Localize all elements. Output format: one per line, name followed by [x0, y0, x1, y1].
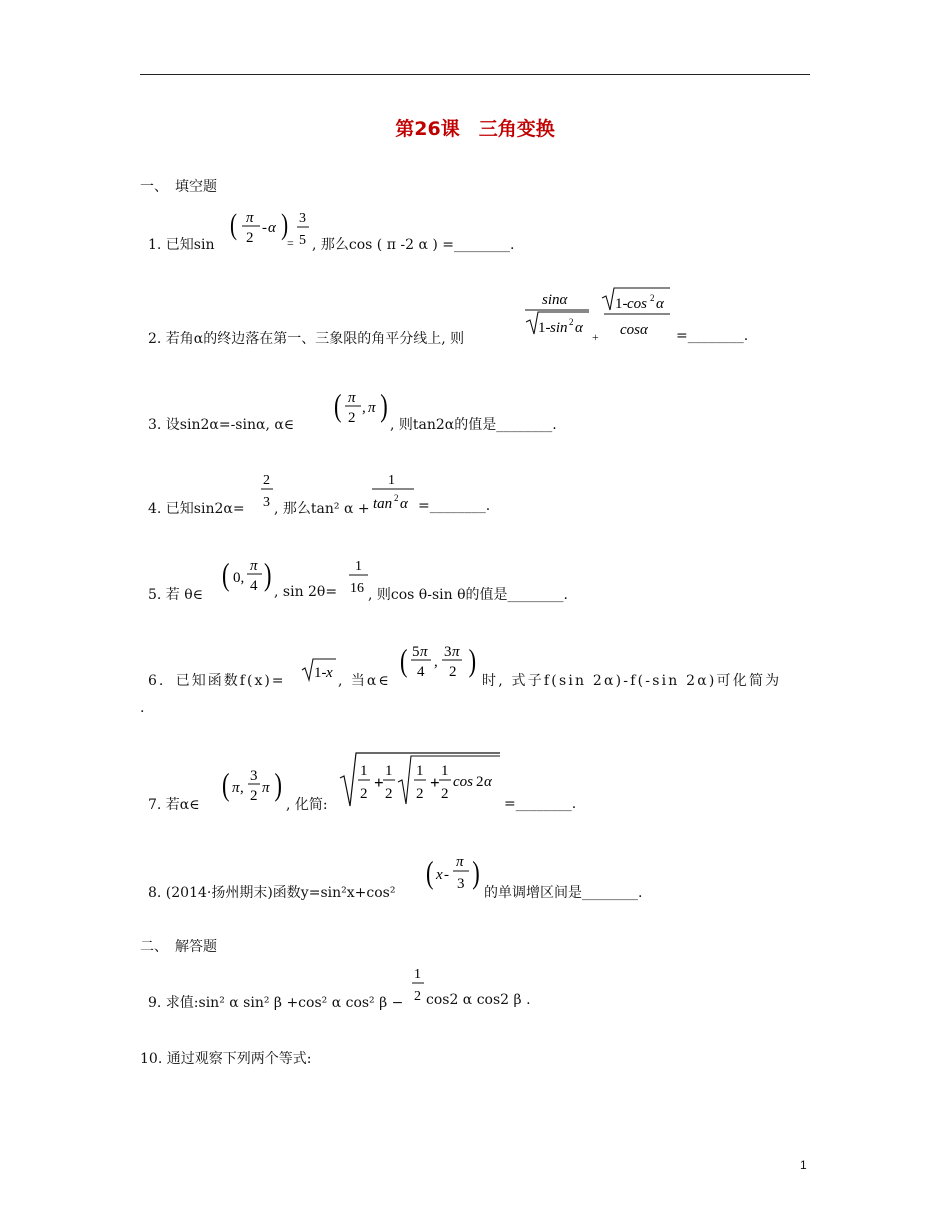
svg-text:3: 3 [250, 768, 258, 784]
q10-text: 10. 通过观察下列两个等式: [140, 1051, 312, 1067]
svg-text:α: α [484, 774, 492, 790]
q4-tail: =________. [418, 498, 491, 514]
svg-text:π: π [456, 854, 464, 870]
svg-text:2: 2 [650, 293, 655, 303]
svg-text:cosα: cosα [620, 322, 648, 338]
svg-text:1-: 1- [314, 665, 327, 681]
q9-tail: cos2 α cos2 β . [426, 992, 531, 1008]
svg-text:4: 4 [417, 664, 425, 680]
svg-text:π: π [452, 644, 460, 660]
svg-text:2: 2 [414, 989, 421, 1004]
q7-text: 7. 若α∈ [148, 797, 200, 813]
svg-text:1: 1 [355, 559, 362, 574]
q1-prefix: 1. 已知sin [148, 237, 215, 253]
q9-fraction-1-2 [410, 962, 426, 1006]
svg-text:(: ( [426, 854, 434, 890]
svg-text:1: 1 [360, 763, 368, 779]
svg-text:2: 2 [246, 230, 254, 246]
q5-mid: , sin 2θ= [274, 584, 338, 600]
svg-text:2: 2 [569, 317, 574, 327]
q5-text: 5. 若 θ∈ [148, 587, 204, 603]
q3-interval [334, 384, 390, 430]
svg-text:π: π [368, 400, 376, 416]
svg-text:3: 3 [263, 495, 270, 510]
page-title: 第26课 三角变换 [395, 118, 555, 140]
svg-text:1: 1 [416, 763, 424, 779]
svg-text:16: 16 [350, 581, 364, 596]
svg-text:cos: cos [627, 296, 647, 312]
page-number: 1 [800, 1158, 807, 1172]
q6-tail: 时, 式子f(sin 2α)-f(-sin 2α)可化简为 [482, 673, 782, 689]
q5-fraction-1-16 [348, 554, 370, 598]
svg-text:α: α [268, 220, 276, 236]
header-rule [140, 74, 810, 75]
q2-fraction-1 [522, 288, 592, 344]
svg-text:(: ( [222, 556, 230, 592]
q7-tail: =________. [504, 796, 577, 812]
svg-text:2: 2 [441, 786, 449, 802]
q5-interval [222, 552, 274, 598]
svg-text:2: 2 [348, 410, 356, 426]
q2-text: 2. 若角α的终边落在第一、三象限的角平分线上, 则 [148, 331, 465, 347]
svg-text:,: , [362, 400, 366, 416]
svg-text:,: , [240, 780, 244, 796]
svg-text:π: π [250, 558, 258, 574]
svg-text:(: ( [400, 642, 408, 678]
svg-text:5: 5 [412, 644, 420, 660]
svg-text:2: 2 [449, 664, 457, 680]
svg-text:π: π [420, 644, 428, 660]
q5-tail: , 则cos θ-sin θ的值是________. [368, 587, 568, 603]
svg-text:2: 2 [476, 774, 484, 790]
q6-end: . [140, 700, 145, 716]
q8-tail: 的单调增区间是________. [484, 885, 643, 901]
section-fill-heading: 一、 填空题 [140, 179, 217, 195]
svg-text:2: 2 [250, 788, 258, 804]
svg-text:3: 3 [444, 644, 452, 660]
q1-fraction-3-5 [296, 206, 312, 250]
svg-text:,: , [434, 654, 438, 670]
svg-text:α: α [575, 320, 583, 336]
svg-text:): ) [472, 854, 480, 890]
svg-text:(: ( [230, 207, 237, 241]
q2-plus: + [592, 330, 599, 344]
svg-text:(: ( [222, 766, 230, 802]
q1-tail: , 那么cos ( π -2 α ) =________. [312, 237, 515, 253]
svg-text:1: 1 [385, 763, 393, 779]
q6-interval [400, 638, 482, 684]
svg-text:α: α [656, 296, 664, 312]
svg-text:5: 5 [299, 233, 306, 248]
svg-text:1-: 1- [538, 320, 551, 336]
svg-text:π: π [246, 210, 254, 226]
svg-text:): ) [380, 387, 388, 423]
svg-text:sin: sin [550, 320, 568, 336]
svg-text:α: α [400, 496, 408, 512]
q1-paren-fraction [230, 204, 288, 248]
svg-text:): ) [468, 642, 477, 678]
svg-text:+: + [374, 773, 384, 792]
q1-equal: = [287, 236, 294, 250]
svg-text:2: 2 [263, 473, 270, 488]
svg-text:(: ( [334, 387, 342, 423]
svg-text:-: - [262, 220, 267, 236]
q3-tail: , 则tan2α的值是________. [390, 417, 557, 433]
svg-text:2: 2 [385, 786, 393, 802]
svg-text:1: 1 [414, 967, 421, 982]
svg-text:2: 2 [360, 786, 368, 802]
svg-text:sinα: sinα [542, 292, 568, 308]
svg-text:3: 3 [299, 211, 306, 226]
section-answer-heading: 二、 解答题 [140, 939, 217, 955]
q2-fraction-2 [600, 286, 674, 342]
svg-text:π: π [262, 780, 270, 796]
svg-text:): ) [274, 766, 282, 802]
q6-mid: , 当α∈ [338, 673, 391, 689]
q6-text: 6. 已知函数f(x)= [148, 673, 286, 689]
svg-text:2: 2 [394, 493, 399, 503]
svg-text:3: 3 [457, 876, 465, 892]
svg-text:cos: cos [453, 774, 473, 790]
q4-fraction-2-3 [259, 468, 275, 512]
q7-interval [222, 762, 286, 808]
svg-text:): ) [281, 207, 288, 241]
q4-fraction-tan [370, 468, 418, 512]
svg-text:tan: tan [373, 496, 393, 512]
q3-text: 3. 设sin2α=-sinα, α∈ [148, 417, 295, 433]
svg-text:1-: 1- [615, 296, 628, 312]
q2-tail: =________. [676, 328, 749, 344]
q8-text: 8. (2014·扬州期末)函数y=sin²x+cos² [148, 885, 396, 901]
svg-text:0,: 0, [233, 570, 245, 586]
q7-nested-radical [338, 750, 504, 812]
q4-text: 4. 已知sin2α= [148, 501, 245, 517]
svg-text:π: π [348, 390, 356, 406]
svg-text:4: 4 [250, 578, 258, 594]
svg-text:2: 2 [416, 786, 424, 802]
svg-text:π: π [232, 780, 240, 796]
svg-text:x: x [436, 867, 443, 883]
svg-text:): ) [264, 556, 272, 592]
svg-text:+: + [430, 773, 440, 792]
q4-mid: , 那么tan² α + [274, 501, 370, 517]
svg-text:x: x [326, 665, 333, 681]
q9-text: 9. 求值:sin² α sin² β +cos² α cos² β − [148, 995, 404, 1011]
svg-text:1: 1 [388, 473, 395, 488]
q7-mid: , 化简: [286, 797, 328, 813]
q8-paren-fraction [426, 850, 484, 896]
q6-sqrt [300, 656, 338, 686]
svg-text:-: - [444, 867, 449, 883]
svg-text:1: 1 [441, 763, 449, 779]
